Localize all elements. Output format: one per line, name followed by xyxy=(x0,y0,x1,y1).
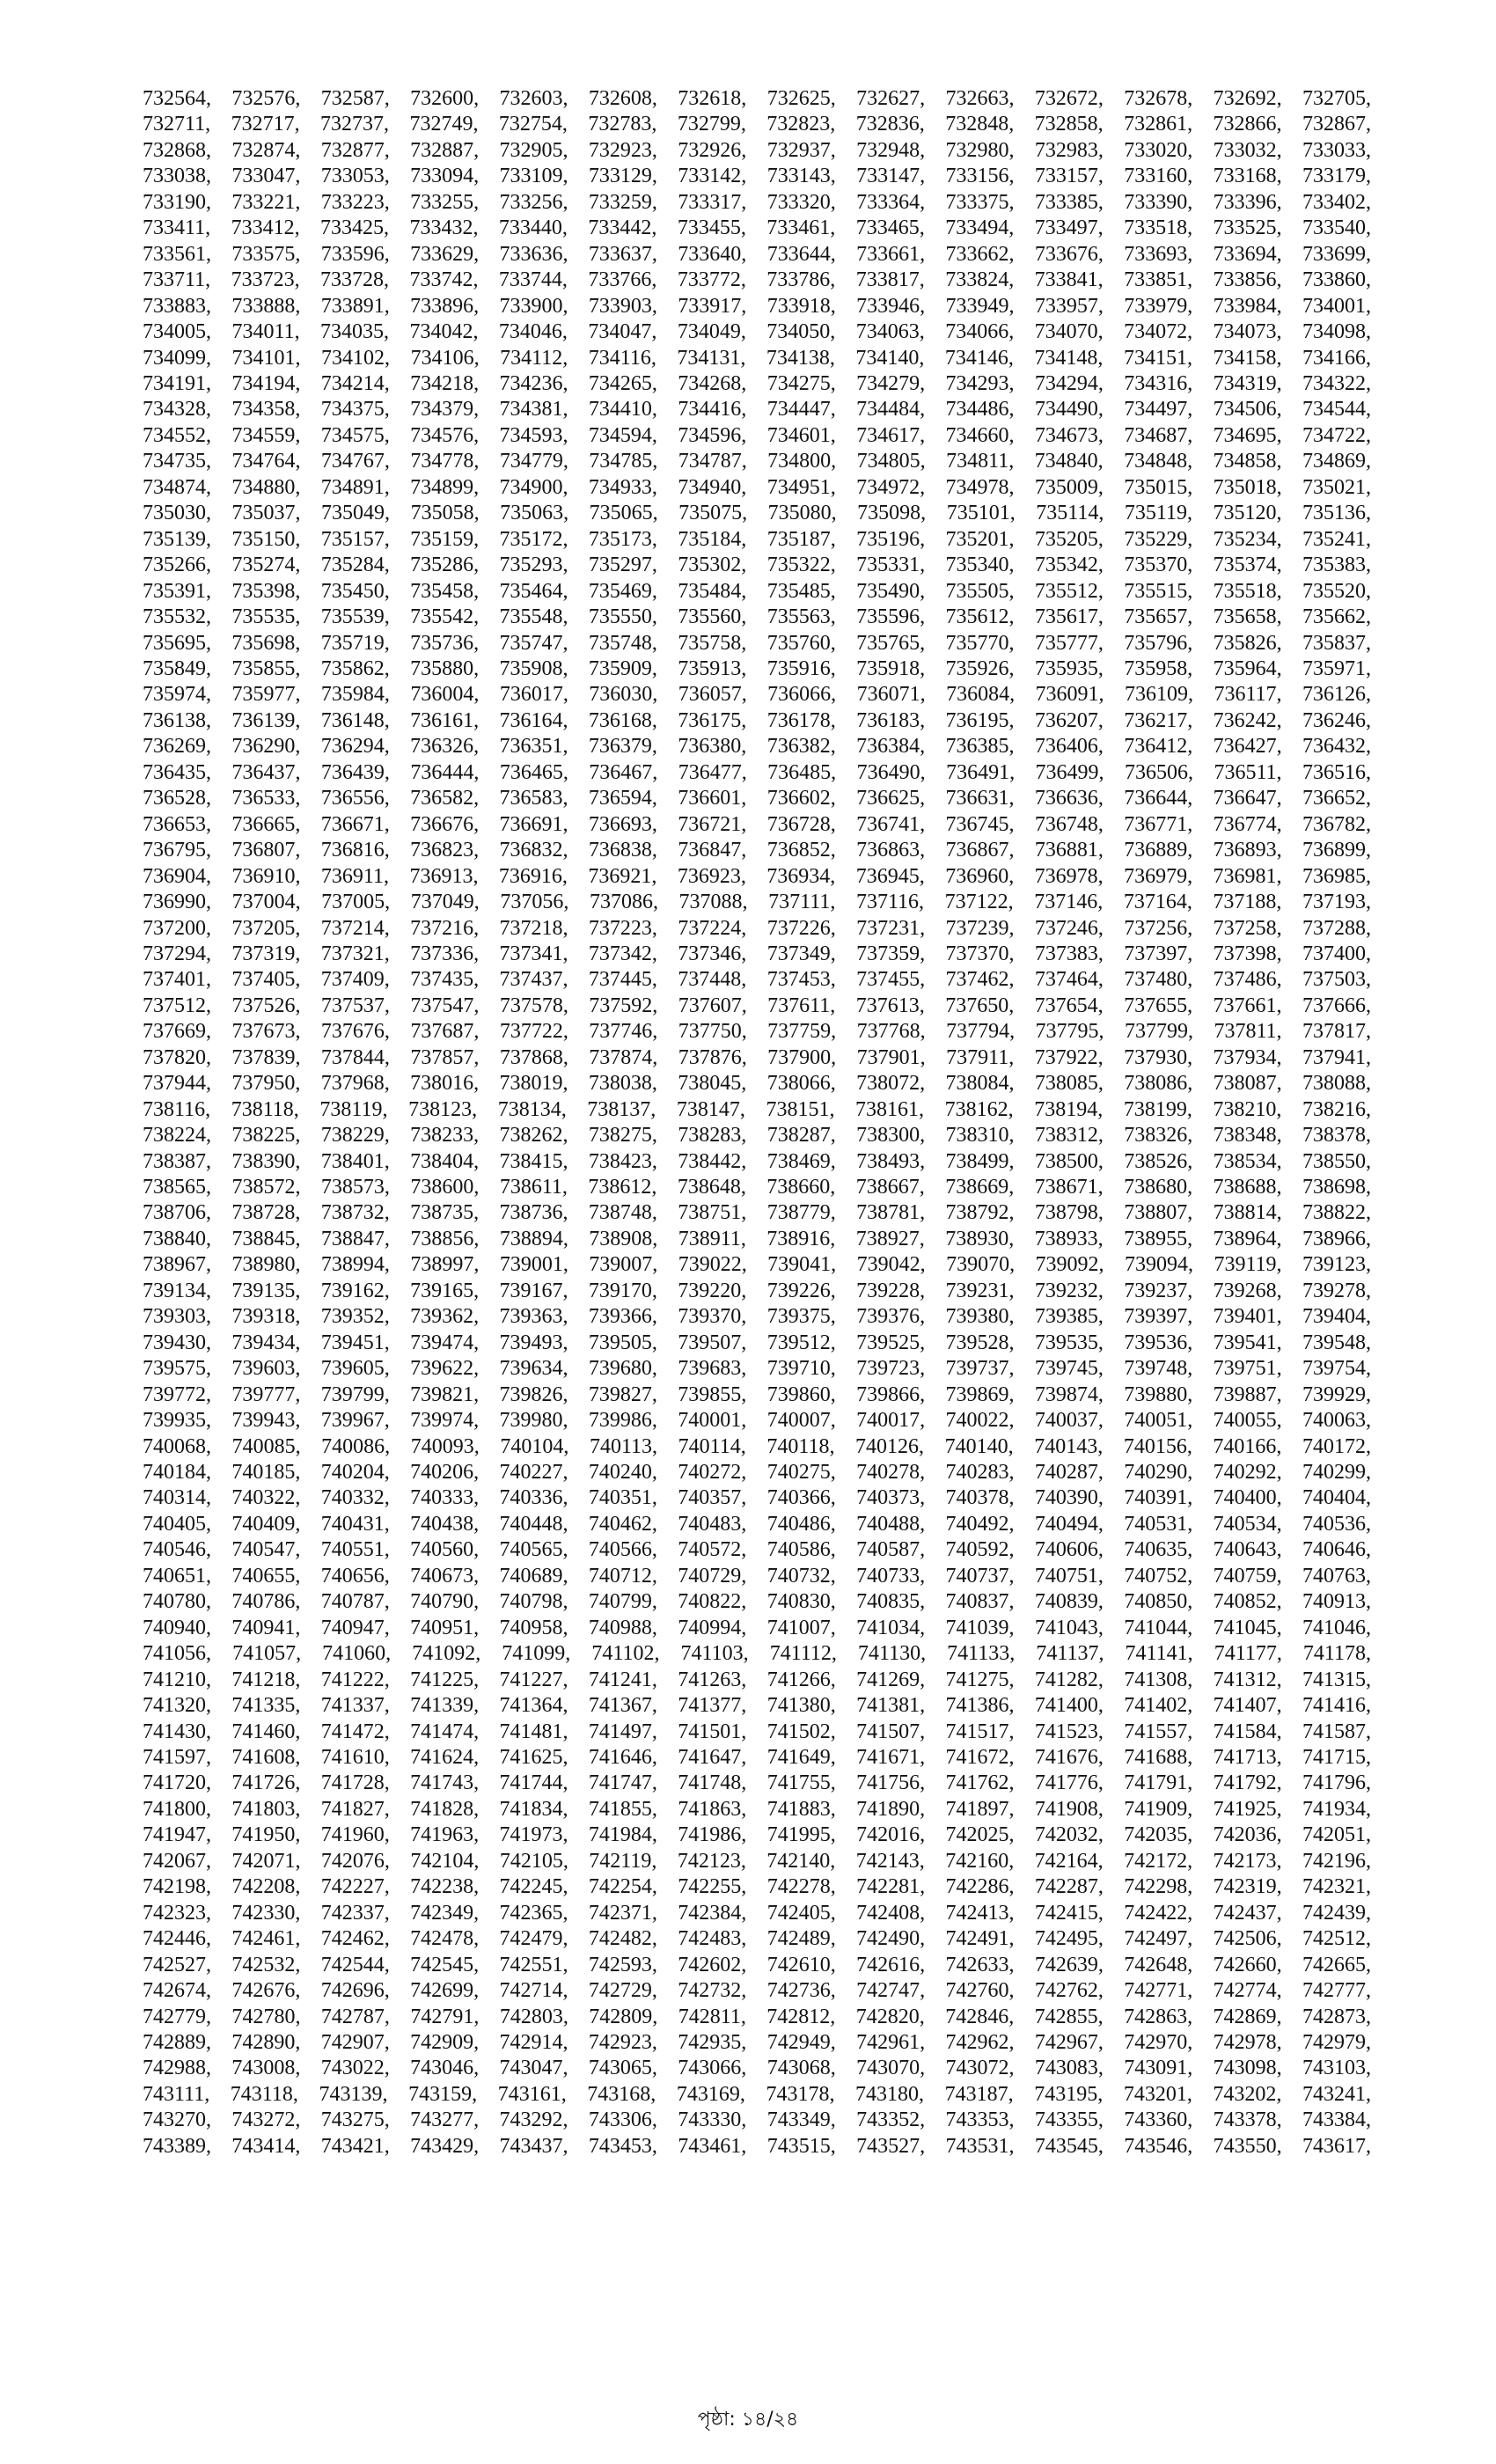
number-line: 736990, 737004, 737005, 737049, 737056, 737086, 737088, 737111, 737116, 737122, 737146, 737164, 737188, 737193, xyxy=(143,891,1371,914)
number-line: 732564, 732576, 732587, 732600, 732603, 732608, 732618, 732625, 732627, 732663, 732672, 732678, 732692, 732705, xyxy=(143,87,1371,110)
number-line: 743389, 743414, 743421, 743429, 743437, 743453, 743461, 743515, 743527, 743531, 743545, 743546, 743550, 743617, xyxy=(143,2134,1371,2158)
number-line: 741800, 741803, 741827, 741828, 741834, 741855, 741863, 741883, 741890, 741897, 741908, 741909, 741925, 741934, xyxy=(143,1797,1371,1821)
number-line: 733411, 733412, 733425, 733432, 733440, 733442, 733455, 733461, 733465, 733494, 733497, 733518, 733525, 733540, xyxy=(143,216,1371,240)
number-line: 737401, 737405, 737409, 737435, 737437, 737445, 737448, 737453, 737455, 737462, 737464, 737480, 737486, 737503, xyxy=(143,968,1371,992)
number-line: 737820, 737839, 737844, 737857, 737868, 737874, 737876, 737900, 737901, 737911, 737922, 737930, 737934, 737941, xyxy=(143,1045,1371,1069)
number-line: 742889, 742890, 742907, 742909, 742914, 742923, 742935, 742949, 742961, 742962, 742967, 742970, 742978, 742979, xyxy=(143,2030,1371,2054)
number-line: 740940, 740941, 740947, 740951, 740958, 740988, 740994, 741007, 741034, 741039, 741043, 741044, 741045, 741046, xyxy=(143,1616,1371,1639)
number-line: 735974, 735977, 735984, 736004, 736017, 736030, 736057, 736066, 736071, 736084, 736091, 736109, 736117, 736126, xyxy=(143,683,1371,707)
number-line: 734005, 734011, 734035, 734042, 734046, 734047, 734049, 734050, 734063, 734066, 734070, 734072, 734073, 734098, xyxy=(143,320,1371,344)
number-line: 738224, 738225, 738229, 738233, 738262, 738275, 738283, 738287, 738300, 738310, 738312, 738326, 738348, 738378, xyxy=(143,1124,1371,1148)
number-line: 742988, 743008, 743022, 743046, 743047, 743065, 743066, 743068, 743070, 743072, 743083, 743091, 743098, 743103, xyxy=(143,2057,1371,2080)
number-line: 737200, 737205, 737214, 737216, 737218, 737223, 737224, 737226, 737231, 737239, 737246, 737256, 737258, 737288, xyxy=(143,916,1371,940)
number-line: 740651, 740655, 740656, 740673, 740689, 740712, 740729, 740732, 740733, 740737, 740751, 740752, 740759, 740763, xyxy=(143,1564,1371,1588)
number-line: 733883, 733888, 733891, 733896, 733900, 733903, 733917, 733918, 733946, 733949, 733957, 733979, 733984, 734001, xyxy=(143,294,1371,318)
number-line: 742527, 742532, 742544, 742545, 742551, 742593, 742602, 742610, 742616, 742633, 742639, 742648, 742660, 742665, xyxy=(143,1953,1371,1976)
number-line: 740184, 740185, 740204, 740206, 740227, 740240, 740272, 740275, 740278, 740283, 740287, 740290, 740292, 740299, xyxy=(143,1461,1371,1485)
number-line: 732711, 732717, 732737, 732749, 732754, 732783, 732799, 732823, 732836, 732848, 732858, 732861, 732866, 732867, xyxy=(143,113,1371,136)
number-line: 741210, 741218, 741222, 741225, 741227, 741241, 741263, 741266, 741269, 741275, 741282, 741308, 741312, 741315, xyxy=(143,1668,1371,1691)
number-line: 738565, 738572, 738573, 738600, 738611, 738612, 738648, 738660, 738667, 738669, 738671, 738680, 738688, 738698, xyxy=(143,1176,1371,1199)
number-line: 741597, 741608, 741610, 741624, 741625, 741646, 741647, 741649, 741671, 741672, 741676, 741688, 741713, 741715, xyxy=(143,1746,1371,1769)
number-line: 742674, 742676, 742696, 742699, 742714, 742729, 742732, 742736, 742747, 742760, 742762, 742771, 742774, 742777, xyxy=(143,1979,1371,2003)
number-line: 739303, 739318, 739352, 739362, 739363, 739366, 739370, 739375, 739376, 739380, 739385, 739397, 739401, 739404, xyxy=(143,1305,1371,1329)
number-line: 738967, 738980, 738994, 738997, 739001, 739007, 739022, 739041, 739042, 739070, 739092, 739094, 739119, 739123, xyxy=(143,1253,1371,1277)
number-line: 743270, 743272, 743275, 743277, 743292, 743306, 743330, 743349, 743352, 743353, 743355, 743360, 743378, 743384, xyxy=(143,2108,1371,2132)
number-line: 737669, 737673, 737676, 737687, 737722, 737746, 737750, 737759, 737768, 737794, 737795, 737799, 737811, 737817, xyxy=(143,1020,1371,1044)
number-line: 741320, 741335, 741337, 741339, 741364, 741367, 741377, 741380, 741381, 741386, 741400, 741402, 741407, 741416, xyxy=(143,1694,1371,1718)
number-line: 733561, 733575, 733596, 733629, 733636, 733637, 733640, 733644, 733661, 733662, 733676, 733693, 733694, 733699, xyxy=(143,242,1371,266)
number-line: 735266, 735274, 735284, 735286, 735293, 735297, 735302, 735322, 735331, 735340, 735342, 735370, 735374, 735383, xyxy=(143,554,1371,577)
number-line: 736528, 736533, 736556, 736582, 736583, 736594, 736601, 736602, 736625, 736631, 736636, 736644, 736647, 736652, xyxy=(143,787,1371,810)
number-line: 738840, 738845, 738847, 738856, 738894, 738908, 738911, 738916, 738927, 738930, 738933, 738955, 738964, 738966, xyxy=(143,1227,1371,1250)
number-line: 739772, 739777, 739799, 739821, 739826, 739827, 739855, 739860, 739866, 739869, 739874, 739880, 739887, 739929, xyxy=(143,1382,1371,1406)
number-line: 735532, 735535, 735539, 735542, 735548, 735550, 735560, 735563, 735596, 735612, 735617, 735657, 735658, 735662, xyxy=(143,605,1371,629)
number-line: 737944, 737950, 737968, 738016, 738019, 738038, 738045, 738066, 738072, 738084, 738085, 738086, 738087, 738088, xyxy=(143,1072,1371,1096)
number-line: 733038, 733047, 733053, 733094, 733109, 733129, 733142, 733143, 733147, 733156, 733157, 733160, 733168, 733179, xyxy=(143,165,1371,188)
number-line: 741056, 741057, 741060, 741092, 741099, 741102, 741103, 741112, 741130, 741133, 741137, 741141, 741177, 741178, xyxy=(143,1642,1371,1666)
number-line: 739575, 739603, 739605, 739622, 739634, 739680, 739683, 739710, 739723, 739737, 739745, 739748, 739751, 739754, xyxy=(143,1357,1371,1381)
number-line: 739430, 739434, 739451, 739474, 739493, 739505, 739507, 739512, 739525, 739528, 739535, 739536, 739541, 739548, xyxy=(143,1331,1371,1354)
number-line: 742323, 742330, 742337, 742349, 742365, 742371, 742384, 742405, 742408, 742413, 742415, 742422, 742437, 742439, xyxy=(143,1901,1371,1925)
number-line: 735849, 735855, 735862, 735880, 735908, 735909, 735913, 735916, 735918, 735926, 735935, 735958, 735964, 735971, xyxy=(143,656,1371,680)
number-line: 734099, 734101, 734102, 734106, 734112, 734116, 734131, 734138, 734140, 734146, 734148, 734151, 734158, 734166, xyxy=(143,346,1371,370)
number-line: 737294, 737319, 737321, 737336, 737341, 737342, 737346, 737349, 737359, 737370, 737383, 737397, 737398, 737400, xyxy=(143,942,1371,965)
number-line: 739935, 739943, 739967, 739974, 739980, 739986, 740001, 740007, 740017, 740022, 740037, 740051, 740055, 740063, xyxy=(143,1409,1371,1433)
number-line: 734735, 734764, 734767, 734778, 734779, 734785, 734787, 734800, 734805, 734811, 734840, 734848, 734858, 734869, xyxy=(143,450,1371,473)
number-line: 736269, 736290, 736294, 736326, 736351, 736379, 736380, 736382, 736384, 736385, 736406, 736412, 736427, 736432, xyxy=(143,735,1371,759)
number-line: 743111, 743118, 743139, 743159, 743161, 743168, 743169, 743178, 743180, 743187, 743195, 743201, 743202, 743241, xyxy=(143,2082,1371,2106)
number-line: 742067, 742071, 742076, 742104, 742105, 742119, 742123, 742140, 742143, 742160, 742164, 742172, 742173, 742196, xyxy=(143,1849,1371,1873)
number-line: 741947, 741950, 741960, 741963, 741973, 741984, 741986, 741995, 742016, 742025, 742032, 742035, 742036, 742051, xyxy=(143,1823,1371,1847)
number-line: 742779, 742780, 742787, 742791, 742803, 742809, 742811, 742812, 742820, 742846, 742855, 742863, 742869, 742873, xyxy=(143,2005,1371,2028)
number-line: 737512, 737526, 737537, 737547, 737578, 737592, 737607, 737611, 737613, 737650, 737654, 737655, 737661, 737666, xyxy=(143,994,1371,1017)
number-line: 734552, 734559, 734575, 734576, 734593, 734594, 734596, 734601, 734617, 734660, 734673, 734687, 734695, 734722, xyxy=(143,423,1371,447)
number-line: 736138, 736139, 736148, 736161, 736164, 736168, 736175, 736178, 736183, 736195, 736207, 736217, 736242, 736246, xyxy=(143,708,1371,732)
number-line: 734191, 734194, 734214, 734218, 734236, 734265, 734268, 734275, 734279, 734293, 734294, 734316, 734319, 734322, xyxy=(143,371,1371,395)
number-line: 739134, 739135, 739162, 739165, 739167, 739170, 739220, 739226, 739228, 739231, 739232, 739237, 739268, 739278, xyxy=(143,1279,1371,1302)
number-line: 735391, 735398, 735450, 735458, 735464, 735469, 735484, 735485, 735490, 735505, 735512, 735515, 735518, 735520, xyxy=(143,579,1371,603)
number-line: 740405, 740409, 740431, 740438, 740448, 740462, 740483, 740486, 740488, 740492, 740494, 740531, 740534, 740536, xyxy=(143,1512,1371,1536)
number-line: 740546, 740547, 740551, 740560, 740565, 740566, 740572, 740586, 740587, 740592, 740606, 740635, 740643, 740646, xyxy=(143,1538,1371,1562)
number-line: 738706, 738728, 738732, 738735, 738736, 738748, 738751, 738779, 738781, 738792, 738798, 738807, 738814, 738822, xyxy=(143,1201,1371,1225)
page-number: পৃষ্ঠা: ১৪/২৪ xyxy=(697,2409,799,2431)
number-line: 738387, 738390, 738401, 738404, 738415, 738423, 738442, 738469, 738493, 738499, 738500, 738526, 738534, 738550, xyxy=(143,1149,1371,1173)
number-line: 736435, 736437, 736439, 736444, 736465, 736467, 736477, 736485, 736490, 736491, 736499, 736506, 736511, 736516, xyxy=(143,760,1371,784)
number-line: 735695, 735698, 735719, 735736, 735747, 735748, 735758, 735760, 735765, 735770, 735777, 735796, 735826, 735837, xyxy=(143,631,1371,655)
number-line: 735030, 735037, 735049, 735058, 735063, 735065, 735075, 735080, 735098, 735101, 735114, 735119, 735120, 735136, xyxy=(143,502,1371,525)
number-line: 742198, 742208, 742227, 742238, 742245, 742254, 742255, 742278, 742281, 742286, 742287, 742298, 742319, 742321, xyxy=(143,1875,1371,1899)
number-line: 740068, 740085, 740086, 740093, 740104, 740113, 740114, 740118, 740126, 740140, 740143, 740156, 740166, 740172, xyxy=(143,1434,1371,1458)
number-line: 735139, 735150, 735157, 735159, 735172, 735173, 735184, 735187, 735196, 735201, 735205, 735229, 735234, 735241, xyxy=(143,527,1371,551)
number-line: 742446, 742461, 742462, 742478, 742479, 742482, 742483, 742489, 742490, 742491, 742495, 742497, 742506, 742512, xyxy=(143,1927,1371,1951)
number-line: 738116, 738118, 738119, 738123, 738134, 738137, 738147, 738151, 738161, 738162, 738194, 738199, 738210, 738216, xyxy=(143,1097,1371,1121)
number-line: 741720, 741726, 741728, 741743, 741744, 741747, 741748, 741755, 741756, 741762, 741776, 741791, 741792, 741796, xyxy=(143,1771,1371,1795)
number-line: 733190, 733221, 733223, 733255, 733256, 733259, 733317, 733320, 733364, 733375, 733385, 733390, 733396, 733402, xyxy=(143,190,1371,214)
number-line: 740780, 740786, 740787, 740790, 740798, 740799, 740822, 740830, 740835, 740837, 740839, 740850, 740852, 740913, xyxy=(143,1590,1371,1614)
number-list xyxy=(143,86,1371,2160)
number-line: 740314, 740322, 740332, 740333, 740336, 740351, 740357, 740366, 740373, 740378, 740390, 740391, 740400, 740404, xyxy=(143,1486,1371,1510)
number-line: 732868, 732874, 732877, 732887, 732905, 732923, 732926, 732937, 732948, 732980, 732983, 733020, 733032, 733033, xyxy=(143,138,1371,162)
number-line: 736653, 736665, 736671, 736676, 736691, 736693, 736721, 736728, 736741, 736745, 736748, 736771, 736774, 736782, xyxy=(143,812,1371,836)
number-line: 733711, 733723, 733728, 733742, 733744, 733766, 733772, 733786, 733817, 733824, 733841, 733851, 733856, 733860, xyxy=(143,268,1371,292)
number-line: 734874, 734880, 734891, 734899, 734900, 734933, 734940, 734951, 734972, 734978, 735009, 735015, 735018, 735021, xyxy=(143,475,1371,499)
number-line: 736795, 736807, 736816, 736823, 736832, 736838, 736847, 736852, 736863, 736867, 736881, 736889, 736893, 736899, xyxy=(143,839,1371,862)
number-line: 736904, 736910, 736911, 736913, 736916, 736921, 736923, 736934, 736945, 736960, 736978, 736979, 736981, 736985, xyxy=(143,864,1371,888)
number-line: 734328, 734358, 734375, 734379, 734381, 734410, 734416, 734447, 734484, 734486, 734490, 734497, 734506, 734544, xyxy=(143,398,1371,422)
number-line: 741430, 741460, 741472, 741474, 741481, 741497, 741501, 741502, 741507, 741517, 741523, 741557, 741584, 741587, xyxy=(143,1720,1371,1743)
